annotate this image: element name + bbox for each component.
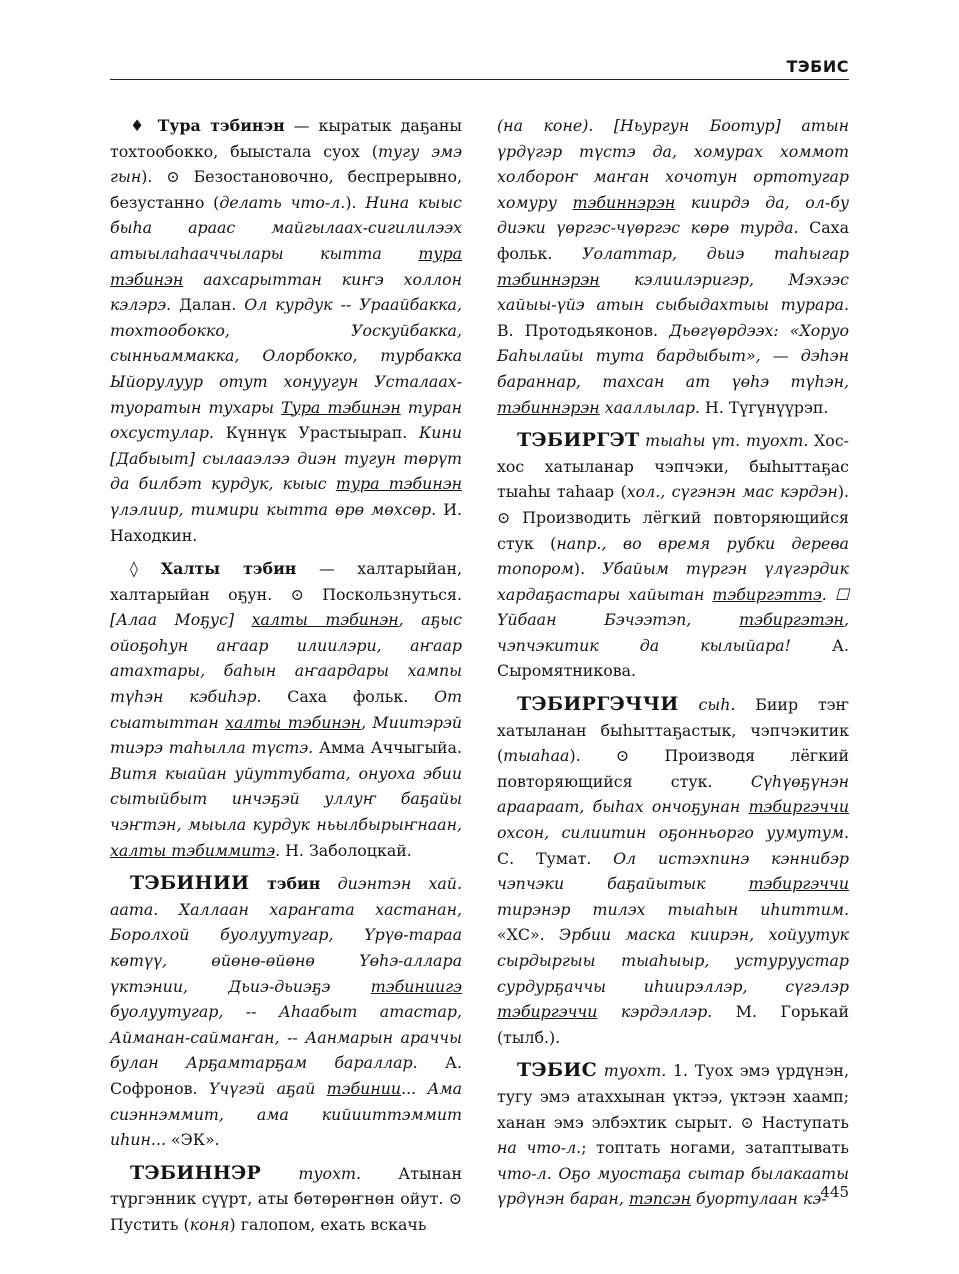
definition-text: Күннүк Урастыырап. — [214, 423, 420, 443]
underlined-term: тэбиргэччи — [748, 874, 849, 894]
example-text: тыаһаа — [503, 746, 570, 766]
definition-text: Н. Заболоцкай. — [280, 840, 412, 860]
example-text: . ☐ Үйбаан Бэчээтэп, — [497, 584, 849, 630]
example-text: Ол истэхпинэ кэннибэр чэпчэки баҕайытык — [497, 848, 850, 894]
definition-text: — кыратык даҕаны тохтообокко, быыстала суох ( — [110, 116, 462, 161]
entry-khalty — [110, 556, 462, 863]
example-text: охсон, силиитин оҕонньорго уумутум. — [497, 823, 849, 843]
underlined-term: тэбиргэччи — [748, 797, 849, 817]
right-column — [497, 113, 849, 1220]
headword: ТЭБИС — [517, 1059, 598, 1082]
definition-text: Н. Түгүнүүрэп. — [700, 397, 829, 417]
example-text: хол., сүгэнэн мас кэрдэн — [626, 482, 838, 502]
definition-text: ). ⊙ Производить лёгкий повторяющийся стук ( — [497, 482, 849, 553]
underlined-term: Тура тэбинэн — [281, 397, 401, 417]
definition-text: «ЭК». — [166, 1130, 220, 1150]
definition-text: И. Находкин. — [110, 499, 462, 545]
definition-text: ). ⊙ Производя лёгкий повторяющийся стук. — [497, 746, 849, 791]
definition-text: ). — [573, 559, 603, 579]
example-text: Сүһүөҕүнэн араараат, быһах ончоҕунан — [497, 771, 849, 817]
example-text: Ол курдук -- Ураайбакка, тохтообокко, Уоскуйбакка, сынньаммакка, Олорбокко, турбакка Ыйорулуур отут хонуугун Усталаах-туоратын тухары — [110, 295, 462, 417]
example-text: Дьөгүөрдээх: «Хоруо Баһылайы тута бардыбыт», — дэһэн бараннар, тахсан ат үөһэ түһэн, — [497, 320, 849, 391]
example-text: ... Ама сиэннэммит, ама кийииттэммит иһин... — [110, 1078, 462, 1150]
example-text: киирдэ да, ол-бу диэки үөргэс-чүөргэс көрө турда. — [497, 192, 849, 238]
underlined-term: тэбиниигэ — [370, 976, 462, 996]
example-text: тыаһы үт. туохт. — [639, 431, 809, 451]
underlined-term: тэбинии — [326, 1078, 402, 1098]
definition-text: А. Софронов. — [110, 1053, 462, 1098]
example-text: Халлаан хараҥата хастанан, Боролхой буолуутугар, Үрүө-тараа көтүү, өйөнө-өйөнө Үөһэ-аллара үктэнии, Дьиэ-дьиэҕэ — [110, 899, 462, 996]
definition-text: Амма Аччыгыйа. — [313, 738, 462, 758]
definition-text: Саха фольк. — [261, 687, 435, 707]
example-text: , чэпчэкитик да кылыйара! — [497, 610, 849, 655]
headword: тэбин — [249, 874, 321, 894]
example-text: напр., во время рубки дерева топором — [497, 533, 849, 579]
example-text: От сыатыттан — [110, 687, 462, 732]
example-text: тирэнэр тилэх тыаһын иһиттим. — [497, 899, 849, 919]
entry-tebinii — [110, 871, 462, 1153]
definition-text: Атынан түргэнник сүүрт, аты бөтөрөҥнөн ойут. ⊙ Пустить ( — [110, 1163, 462, 1234]
example-text: үлэлиир, тимири кытта өрө мөхсөр. — [110, 499, 437, 519]
entry-tebinner_cont — [497, 113, 849, 420]
definition-text: А. Сыромятникова. — [497, 635, 849, 681]
example-text: , Миитэрэй тиэрэ таһылла түстэ. — [110, 712, 462, 758]
definition-text: ). — [345, 192, 366, 212]
example-text: кэрдэллэр. — [597, 1002, 713, 1022]
example-text: [Алаа Моҕус] — [110, 610, 252, 630]
entry-tebirgechchi — [497, 692, 849, 1050]
headword: ◊ Халты тэбин — [130, 559, 297, 579]
example-text: что-л. — [497, 1163, 552, 1183]
underlined-term: халты тэбинэн — [225, 712, 362, 732]
example-text: буортулаан кэ- — [690, 1189, 827, 1209]
example-text: туохт. — [261, 1163, 361, 1183]
example-text: Нина кыыс быһа араас майгылаах-сигилилээх атыылаһааччылары кытта — [110, 192, 462, 263]
entry-tebinner — [110, 1161, 462, 1238]
underlined-term: тэбиргэттэ — [712, 584, 822, 604]
example-text: хааллылар. — [599, 397, 701, 417]
example-text: Эрбии маска киирэн, хойуутук сырдыргыы тыаһыыр, устуруустар сурдурҕаччы иһиирэллэр, сүгэлэр — [497, 925, 849, 996]
example-text: Оҕо муостаҕа сытар былакааты үрдүнэн баран, — [497, 1163, 849, 1209]
example-text: делать что-л. — [219, 192, 346, 212]
definition-text: ; топтать ногами, затаптывать — [581, 1138, 849, 1158]
underlined-term: халты тэбиммитэ — [110, 840, 276, 860]
definition-text: Саха фольк. — [497, 218, 849, 263]
entry-tebis — [497, 1058, 849, 1212]
example-text: кэлиилэригэр, Мэхээс хайыы-үйэ атын сыбыдахтыы турара. — [497, 269, 849, 315]
page-number: 445 — [820, 1183, 849, 1201]
definition-text: ) галопом, ехать вскачь — [229, 1214, 427, 1234]
example-text: коня — [189, 1214, 230, 1234]
headword: ТЭБИННЭР — [130, 1161, 262, 1184]
example-text: туран охсустулар. — [110, 397, 462, 443]
entry-tura — [110, 113, 462, 548]
headword: ТЭБИНИИ — [130, 872, 250, 895]
definition-text: 1. Туох эмэ үрдүнэн, тугу эмэ атаххынан үктээ, үктээн хаамп; ханан эмэ элбэхтик сырыт. ⊙ Наступать — [497, 1061, 849, 1132]
example-text: Убайым түргэн үлүгэрдик хардаҕастары хайытан — [497, 559, 849, 604]
entry-tebirget — [497, 428, 849, 684]
example-text: Витя кыайан уйуттубата, онуоха эбии сытыйбыт инчэҕэй уллуҥ баҕайы чэҥтэн, мыыла курдук ньылбырыҥнаан, — [110, 763, 462, 835]
header-rule — [110, 79, 849, 80]
definition-text: Хос-хос хатыланар чэпчэки, быһыттаҕас тыаһы таһаар ( — [497, 431, 849, 502]
underlined-term: тэбиргэтэн — [739, 610, 844, 630]
underlined-term: тэпсэн — [628, 1189, 691, 1209]
example-text: , аҕыс ойоҕоһун аҥаар илиилэри, аҥаар атахтары, баһын аҥаардары хампы түһэн кэбиһэр. — [110, 610, 462, 707]
running-head: ТЭБИС — [786, 57, 849, 76]
underlined-term: тэбиннэрэн — [572, 192, 676, 212]
example-text: (на коне). [Ньургун Боотур] атын үрдүгэр түстэ да, хомурах хоммот холбороҥ маҥан хочотун ортотугар хомуру — [497, 116, 849, 212]
underlined-term: тура тэбинэн — [335, 474, 462, 494]
definition-text: Биир тэҥ хатыланан быһыттаҕастык, чэпчэкитик ( — [497, 695, 849, 766]
example-text: Уолаттар, дьиэ таһыгар — [582, 243, 849, 263]
underlined-term: тура тэбинэн — [110, 243, 462, 289]
example-text: буолуутугар, -- Аһаабыт атастар, Айманан-саймаҥан, -- Аанмарын араччы булан Арҕамтарҕам бараллар. — [110, 1002, 462, 1073]
definition-text: — халтарыйан, халтарыйан оҕун. ⊙ Поскользнуться. — [110, 559, 463, 604]
example-text: на что-л. — [497, 1138, 582, 1158]
underlined-term: тэбиннэрэн — [497, 397, 600, 417]
definition-text: ). ⊙ Безостановочно, беспрерывно, безустанно ( — [110, 167, 462, 212]
example-text: туохт. — [597, 1061, 667, 1081]
definition-text: Далан. — [171, 295, 245, 315]
example-text: Үчүгэй аҕай — [208, 1078, 327, 1098]
underlined-term: тэбиннэрэн — [497, 269, 600, 289]
definition-text: В. Протодьяконов. — [497, 320, 670, 340]
example-text: сыһ. — [678, 695, 736, 715]
underlined-term: халты тэбинэн — [251, 610, 399, 630]
definition-text: С. Тумат. — [497, 848, 614, 868]
example-text: тугу эмэ гын — [110, 141, 462, 187]
underlined-term: тэбиргэччи — [497, 1002, 598, 1022]
headword: ТЭБИРГЭТ — [517, 429, 640, 452]
example-text: Кини [Дабыыт] сылааэлээ диэн тугун төрүт да билбэт курдук, кыыс — [110, 423, 462, 494]
definition-text: М. Горькай (тылб.). — [497, 1002, 849, 1047]
left-column — [110, 113, 462, 1246]
headword: ♦ Тура тэбинэн — [130, 116, 285, 135]
example-text: аахсарыттан киҥэ холлон кэлэрэ. — [110, 269, 462, 315]
headword: ТЭБИРГЭЧЧИ — [517, 693, 679, 716]
definition-text: «ХС». — [497, 925, 559, 945]
example-text: . — [275, 840, 281, 860]
example-text: диэнтэн хай. аата. — [110, 874, 462, 919]
